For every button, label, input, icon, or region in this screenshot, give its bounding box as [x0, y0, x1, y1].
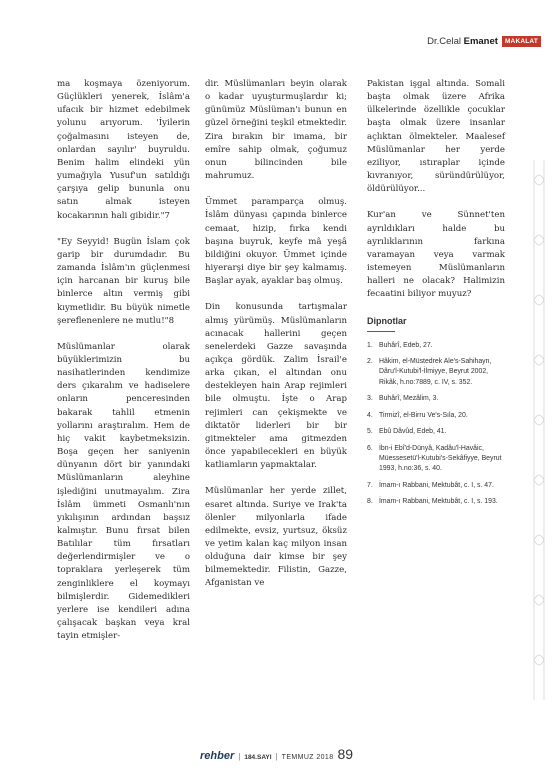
references-divider [367, 331, 395, 332]
page-header [427, 34, 541, 48]
paragraph: Müslümanlar olarak büyüklerimizin bu nasihatlerinden kendimize ders çıkaralım ve hadiselere onların penceresinden bakarak tahlil etmenin yollarını araştıralım. Hem de hiç vakit kaybetmeksizin. Boşa geçen her saniyenin dünyanın dört bir yanındaki Müslümanların aleyhine işlediğini unutmayalım. Zira İslâm ümmeti Osmanlı'nın yıkılışının ardından başsız kalmıştır. Bunu fırsat bilen Batılılar tüm fırsatları değerlendirmişler ve o topraklara yerleşerek tüm zenginliklere el koymayı bilmişlerdir. Gidemedikleri yerlere ise kendileri adına çalışacak başkan veya kral tayin etmişler- [57, 341, 190, 642]
ornamental-border-icon [529, 160, 549, 700]
author-name [427, 36, 498, 47]
paragraph: dir. Müslümanları beyin olarak o kadar uyuşturmuşlardır ki; günümüz Müslüman'ı bunun en güzel örneğini teşkil etmektedir. Zira bırakın bir imama, bir emîre sahip olmak, çoğumuz onun bilincinden bile mahrumuz. [205, 79, 347, 182]
paragraph: "Ey Seyyid! Bugün İslam çok garip bir durumdadır. Bu zamanda İslâm'ın güçlenmesi için harcanan bir kuruş bile binlerce altın vermiş gibi kıymetlidir. Bu büyük nimetle şereflenenlere ne mutlu!"8 [57, 236, 190, 326]
reference-item: 2. Hâkim, el-Müstedrek Ale's-Sahihayn, Dâru'l-Kutubi'l-İlmiyye, Beyrut 2002, Rikâk, h.no:7889, c. IV, s. 352. [367, 358, 492, 386]
footer-separator: | [275, 752, 278, 761]
article-column-2 [205, 78, 347, 604]
reference-item: 8. İmam-ı Rabbani, Mektubât, c. I, s. 193. [367, 498, 498, 506]
paragraph: Ümmet paramparça olmuş. İslâm dünyası çapında binlerce cemaat, hizip, fırka kendi başına buyruk, keyfe mâ yeşâ bildiğini okuyor. Ümmet içinde hiyerarşi diye bir şey kalmamış. Başlar ayak, ayaklar baş olmuş. [205, 197, 347, 287]
page-footer [200, 746, 353, 762]
paragraph: ma koşmaya özeniyorum. Güçlükleri yenerek, İslâm'a ufacık bir hizmet edebilmek yolunu arıyorum. 'İyilerin çoğalmasını isteyen de, onlardan sayılır' buyruldu. Benim halim elindeki yün yumağıyla Yusuf'un satıldığı çarşıya gelip bununla onu satın almak isteyen kocakarının hali gibidir."7 [57, 79, 190, 221]
reference-item: 7. İmam-ı Rabbani, Mektubât, c. I, s. 47. [367, 481, 494, 489]
reference-item: 4. Tirmizî, el-Birru Ve's-Sıla, 20. [367, 411, 468, 419]
reference-item: 1. Buhârî, Edeb, 27. [367, 341, 433, 349]
reference-item: 3. Buhârî, Mezâlim, 3. [367, 395, 439, 403]
issue-number: 184.SAYI [244, 754, 272, 761]
paragraph: Din konusunda tartışmalar almış yürümüş. Müslümanların acınacak hallerini geçen senelerdeki Gazze savaşında açıkça gördük. Zalim İsrail'e arka çıkan, el altından onu destekleyen hain Arap rejimleri bile olmuştu. İşte o Arap rejimleri can çekişmekte ve diktatör liderleri bir bir gitmekteler ama gitmezden önce yapabilecekleri en büyük katliamların yapmaktalar. [205, 302, 347, 471]
references-title: Dipnotlar [367, 315, 407, 326]
reference-item: 5. Ebû Dâvûd, Edeb, 41. [367, 428, 447, 436]
issue-date: TEMMUZ 2018 [281, 754, 334, 761]
section-badge: MAKALAT [502, 36, 541, 47]
article-column-3 [367, 78, 505, 514]
footer-separator: | [238, 752, 241, 761]
page-number: 89 [337, 746, 354, 762]
paragraph: Pakistan işgal altında. Somali başta olmak üzere Afrika ülkelerinde özellikle çocuklar başta olmak üzere insanlar açlıktan ölmekteler. Maalesef Müslümanlar her yerde eziliyor, ıstıraplar içinde kıvranıyor, süründürülüyor, öldürülüyor... [367, 79, 505, 195]
magazine-logo: rehber [200, 750, 235, 762]
article-column-1 [57, 78, 190, 656]
references-list [367, 341, 505, 508]
paragraph: Kur'an ve Sünnet'ten ayrıldıkları halde bu ayrılıklarının farkına varamayan veya varmak istemeyen Müslümanların halleri ne olacak? Halimizin fecaatini biliyor muyuz? [367, 210, 505, 300]
reference-item: 6. İbn-i Ebî'd-Dünyâ, Kadâu'l-Havâic, Müessesetü'l-Kutubi's-Sekâfiyye, Beyrut 1993, h.no:36, s. 40. [367, 444, 502, 473]
author-first-name: Dr.Celal [427, 35, 461, 47]
paragraph: Müslümanlar her yerde zillet, esaret altında. Suriye ve Irak'ta ölenler milyonlarla ifade edilmekte, evsiz, yurtsuz, öksüz ve yetim kalan kaç milyon insan olduğuna dair kimse bir şey bilmemektedir. Filistin, Gazze, Afganistan ve [205, 486, 347, 589]
author-last-name: Emanet [463, 35, 498, 47]
